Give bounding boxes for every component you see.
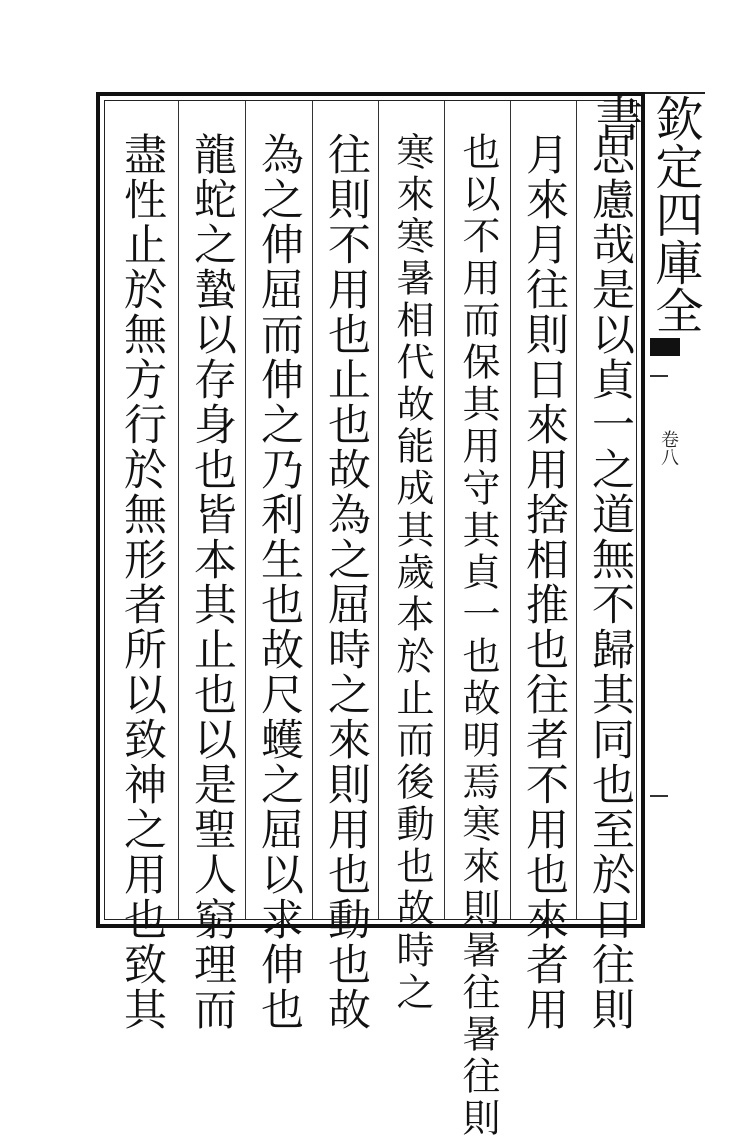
column-rule — [378, 101, 379, 919]
column-rule — [312, 101, 313, 919]
column-rule — [444, 101, 445, 919]
book-title: 欽定四庫全書 — [587, 94, 703, 334]
text-column-3: 也以不用而保其用守其貞一也故明焉寒來則暑往暑往則 — [456, 132, 500, 1140]
text-column-2: 月來月往則日來用捨相推也往者不用也來者用 — [519, 132, 569, 1032]
column-rule — [178, 101, 179, 919]
volume-number: 卷八 — [658, 430, 679, 466]
text-column-6: 為之伸屈而伸之乃利生也故尺蠖之屈以求伸也 — [254, 132, 304, 1032]
text-column-7: 龍蛇之蟄以存身也皆本其止也以是聖人窮理而 — [187, 132, 237, 1032]
fish-tail-mark — [650, 338, 680, 356]
text-column-4: 寒來寒暑相代故能成其歲本於止而後動也故時之 — [390, 132, 434, 1014]
text-column-1: 思慮哉是以貞一之道無不歸其同也至於日往則 — [585, 132, 635, 1032]
text-column-5: 往則不用也止也故為之屈時之來則用也動也故 — [321, 132, 371, 1032]
column-rule — [576, 101, 577, 919]
margin-tick — [650, 795, 668, 797]
margin-tick — [650, 375, 668, 377]
text-column-8: 盡性止於無方行於無形者所以致神之用也致其 — [117, 132, 167, 1032]
column-rule — [245, 101, 246, 919]
column-rule — [510, 101, 511, 919]
